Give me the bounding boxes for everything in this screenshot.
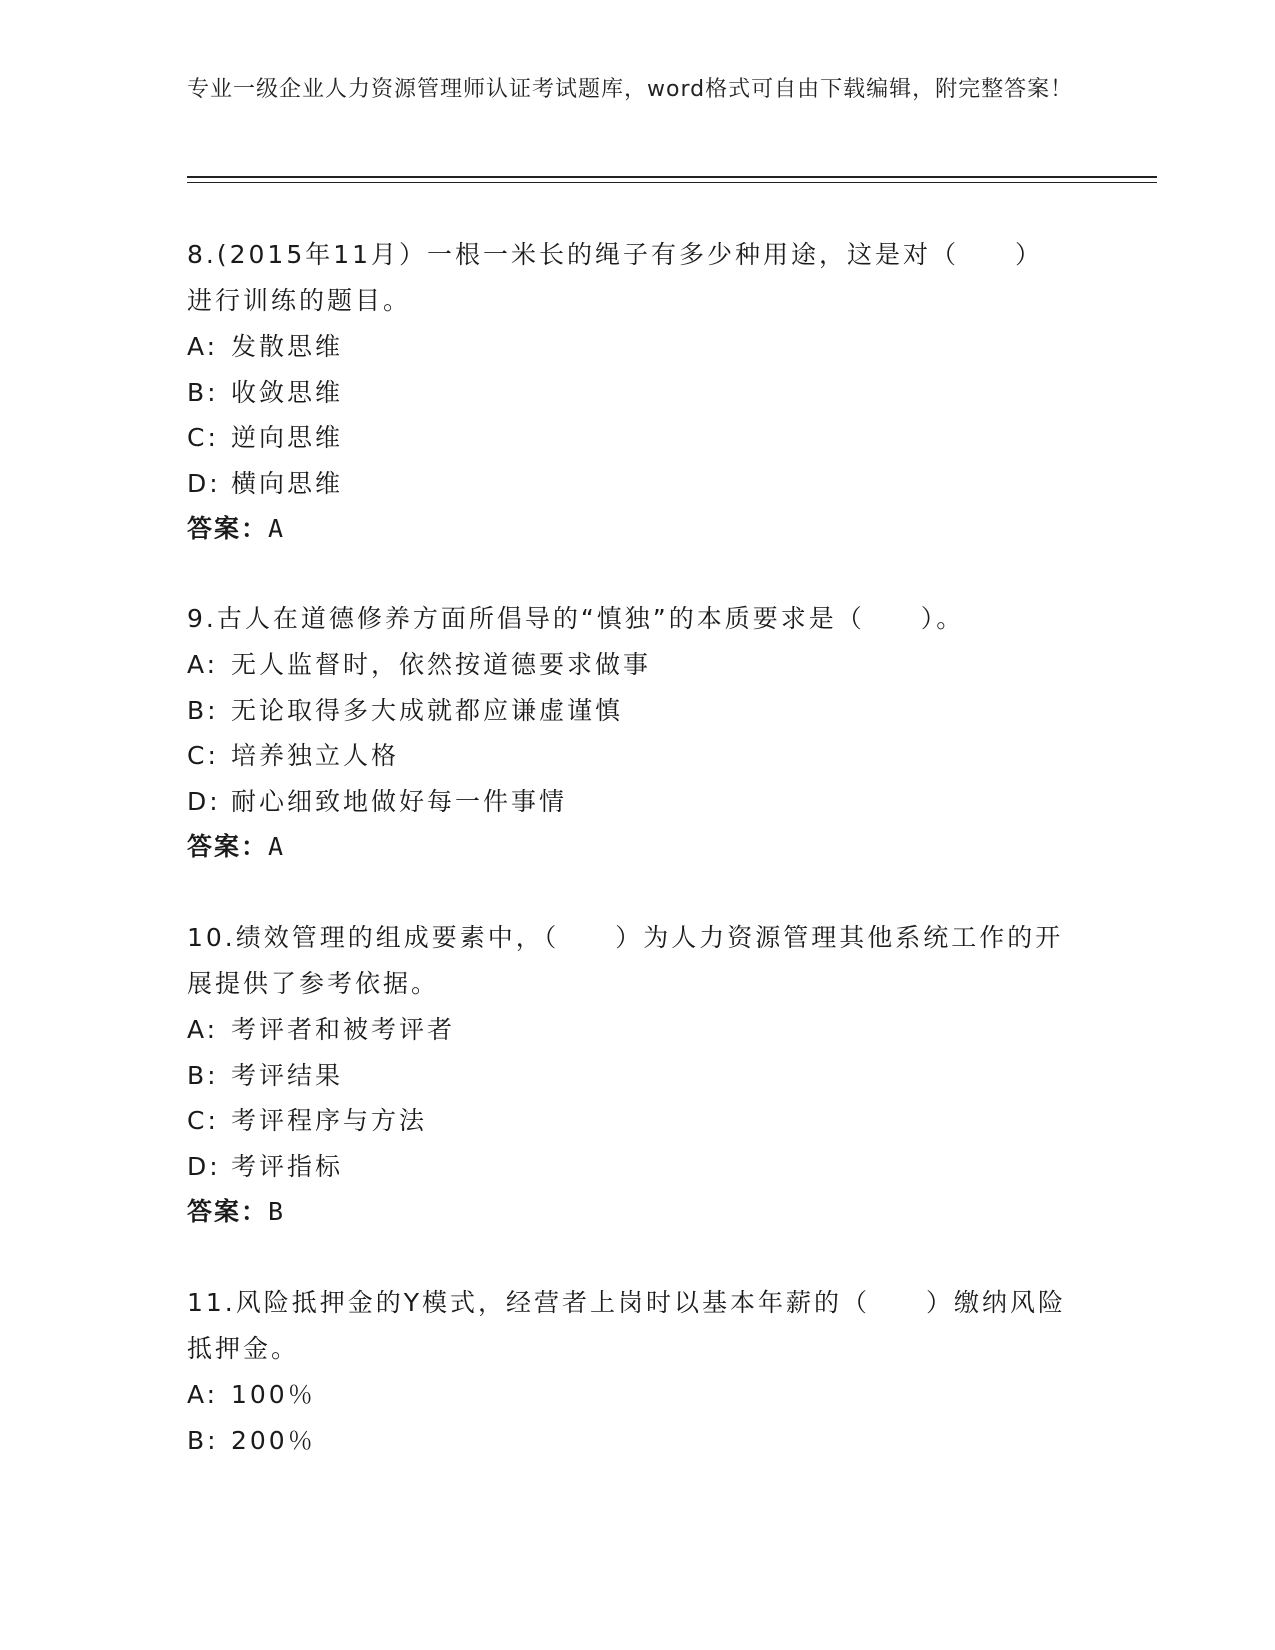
answer-label: 答案： [187, 1197, 269, 1226]
option-a [187, 642, 1067, 688]
option-text: 耐心细致地做好每一件事情 [231, 786, 568, 816]
option-key: D: [187, 468, 221, 498]
document-header: 专业一级企业人力资源管理师认证考试题库，word格式可自由下载编辑，附完整答案！ [187, 77, 1074, 102]
question-11 [187, 1280, 1067, 1463]
option-text: 无论取得多大成就都应谦虚谨慎 [231, 695, 624, 725]
option-a [187, 324, 1067, 370]
answer-value: B [268, 1197, 286, 1226]
option-c [187, 733, 1067, 779]
answer-value: A [268, 832, 286, 861]
option-text: 200％ [231, 1425, 316, 1455]
question-stem: 8.(2015年11月）一根一米长的绳子有多少种用途，这是对（ ）进行训练的题目。 [187, 240, 1044, 315]
option-text: 横向思维 [231, 468, 344, 498]
option-key: C: [187, 423, 219, 452]
option-d [187, 779, 1067, 825]
option-text: 逆向思维 [231, 423, 344, 452]
question-stem: 10.绩效管理的组成要素中，（ ）为人力资源管理其他系统工作的开展提供了参考依据。 [187, 923, 1064, 998]
option-text: 100％ [231, 1380, 316, 1409]
option-d [187, 461, 1067, 507]
option-text: 培养独立人格 [231, 741, 400, 770]
option-text: 收敛思维 [231, 377, 344, 407]
option-c [187, 415, 1067, 461]
option-key: A: [187, 1015, 219, 1044]
header-divider-secondary [187, 182, 1157, 183]
option-key: B: [187, 1425, 219, 1455]
option-b [187, 370, 1067, 416]
question-8 [187, 232, 1067, 552]
answer-line [187, 824, 1067, 870]
question-stem: 9.古人在道德修养方面所倡导的“慎独”的本质要求是（ ）。 [187, 604, 965, 633]
question-stem: 11.风险抵押金的Y模式，经营者上岗时以基本年薪的（ ）缴纳风险抵押金。 [187, 1288, 1067, 1363]
option-a [187, 1007, 1067, 1053]
option-key: C: [187, 741, 219, 770]
option-text: 考评程序与方法 [231, 1106, 428, 1135]
option-text: 无人监督时，依然按道德要求做事 [231, 650, 652, 679]
option-c [187, 1098, 1067, 1144]
option-text: 考评指标 [231, 1151, 344, 1181]
option-b [187, 1053, 1067, 1099]
option-b [187, 688, 1067, 734]
option-key: A: [187, 332, 219, 361]
option-text: 考评结果 [231, 1060, 344, 1090]
option-text: 考评者和被考评者 [231, 1015, 456, 1044]
option-key: B: [187, 377, 219, 407]
option-a [187, 1372, 1067, 1418]
option-key: D: [187, 1151, 221, 1181]
header-divider [187, 176, 1157, 178]
option-key: B: [187, 1060, 219, 1090]
option-key: D: [187, 786, 221, 816]
answer-line [187, 1189, 1067, 1235]
answer-label: 答案： [187, 832, 269, 861]
option-key: B: [187, 695, 219, 725]
option-key: A: [187, 1380, 219, 1409]
option-text: 发散思维 [231, 332, 344, 361]
question-9 [187, 596, 1067, 870]
answer-label: 答案： [187, 514, 269, 543]
option-key: C: [187, 1106, 219, 1135]
question-10 [187, 915, 1067, 1235]
option-key: A: [187, 650, 219, 679]
option-d [187, 1144, 1067, 1190]
option-b [187, 1418, 1067, 1464]
answer-line [187, 506, 1067, 552]
answer-value: A [268, 514, 286, 543]
